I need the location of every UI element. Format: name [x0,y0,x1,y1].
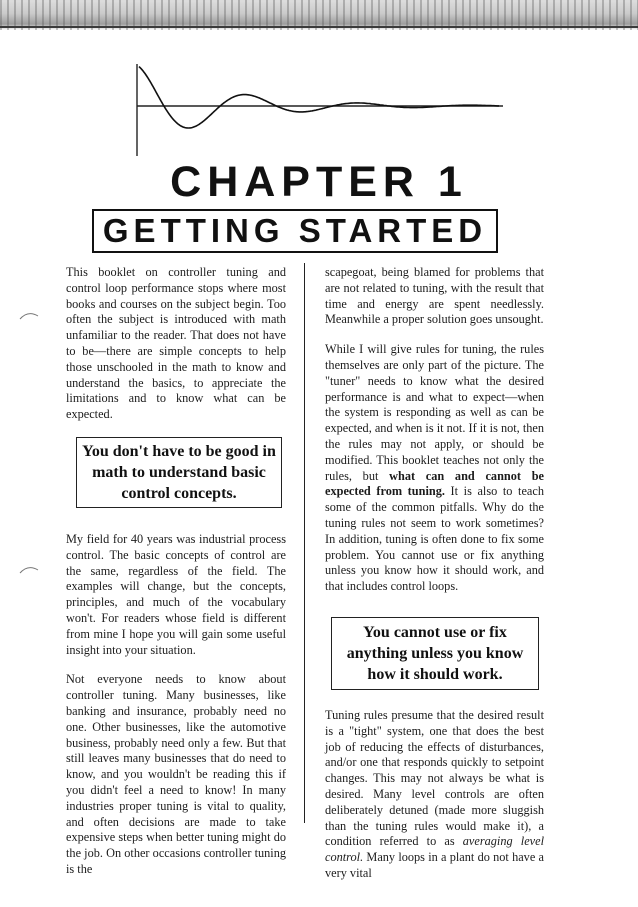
response-curve-figure [125,62,505,158]
paragraph: My field for 40 years was industrial process control. The basic concepts of control are the same, regardless of the field. The examples will change, but the concepts, principles, and much of the vocabulary won't. For readers whose field is different from mine I hope you will gain some useful insight into your situation. [66,531,286,657]
margin-scribble-mark [18,308,40,322]
damped-oscillation-curve [139,67,499,128]
emphasis-text: what can and cannot be expected from tuning. [325,468,544,499]
chapter-label: CHAPTER 1 [170,158,468,206]
paragraph-text: Tuning rules presume that the desired result is a "tight" system, one that does the best job of reducing the effects of disturbances, and/or one that responds quickly to setpoint changes. This may not always be what is desired. Many level controls are often deliberately detuned (made more sluggish than the tuning rules would make it), a condition referred to as [325,707,544,849]
italic-term: averaging level control. [325,834,544,865]
paragraph: Not everyone needs to know about controller tuning. Many businesses, like banking and insurance, probably need no one. Other businesses, like the automotive business, probably need only a few. But that still leaves many businesses that do need to know, and you wouldn't be reading this if you didn't feel a need to know! In many industries proper tuning is vital to quality, and often decisions are made to take expensive steps when better tuning might do the job. On other occasions controller tuning is the [66,672,286,876]
paragraph-text: Many loops in a plant do not have a very vital [325,850,544,880]
right-column [325,265,544,896]
left-column [66,265,286,892]
paragraph: This booklet on controller tuning and control loop performance stops where most books and courses on the subject begin. Too often the subject is introduced with math unfamiliar to the reader. That does not have to be—there are simple concepts to help those unschooled in the math to know and understand the basics, to appreciate the limitations and to know what can be expected. [66,265,286,422]
pull-quote: You cannot use or fix anything unless you know how it should work. [331,617,539,690]
paragraph-text: While I will give rules for tuning, the rules themselves are only part of the picture. The "tuner" needs to know what the desired performance is and what to expect—when the system is responding as well as can be expected, and when is it not. If it is not, then the rules may not apply, or should be modified. This booklet teaches not only the rules, but [325,342,544,483]
paragraph: scapegoat, being blamed for problems that are not related to tuning, with the result that time and energy are spent needlessly. Meanwhile a proper solution goes unsought. [325,265,544,327]
paragraph-text: It is also to teach some of the common pitfalls. Why do the tuning rules not seem to work sometimes? In addition, tuning is often done to fix some problem. You cannot use or fix anything unless you know how it should work, and that includes control loops. [325,484,544,594]
paragraph [325,708,544,882]
column-divider [304,263,305,823]
scan-edge-line [0,26,638,28]
paragraph [325,342,544,595]
chapter-title: GETTING STARTED [102,212,488,249]
pull-quote: You don't have to be good in math to understand basic control concepts. [76,437,282,508]
chapter-title-box [92,209,498,253]
margin-scribble-mark [18,562,40,576]
